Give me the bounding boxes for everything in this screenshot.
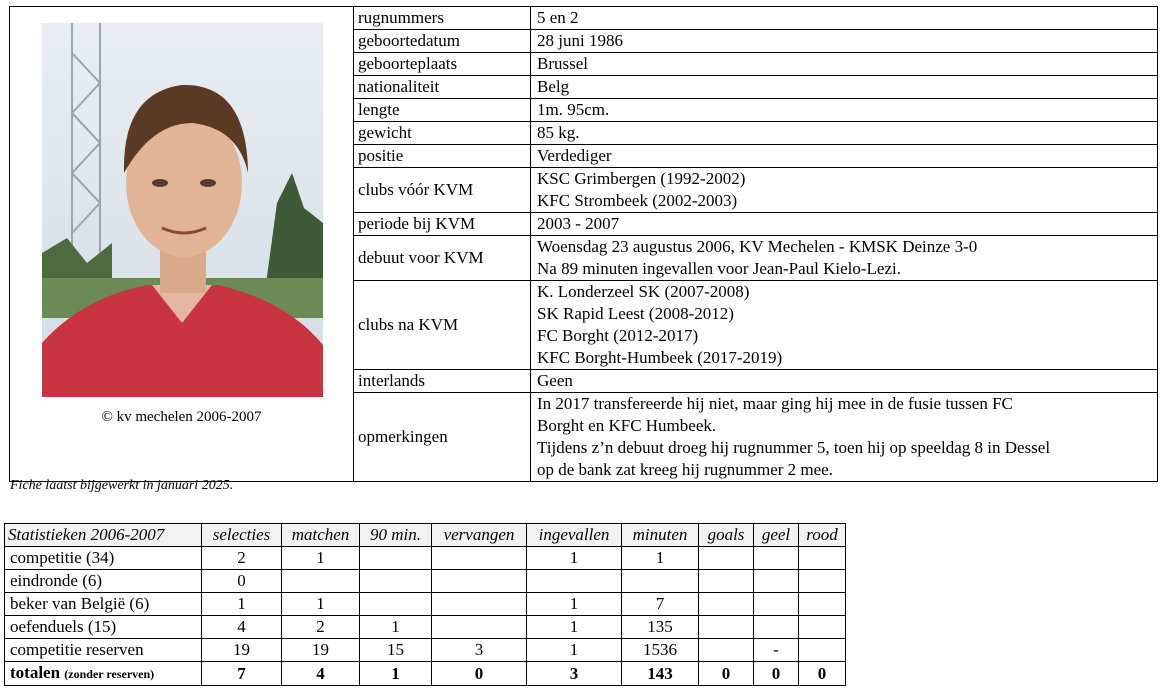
profile-value-line: 2003 - 2007 — [537, 214, 620, 233]
stats-column-header: minuten — [622, 524, 699, 547]
stats-column-header: rood — [799, 524, 846, 547]
photo-cell — [10, 7, 354, 482]
stats-cell: 3 — [432, 639, 527, 662]
stats-row — [5, 547, 846, 570]
stats-cell: 4 — [202, 616, 282, 639]
profile-value-line: 85 kg. — [537, 123, 580, 142]
player-profile-table — [9, 6, 1158, 482]
last-updated-note: Fiche laatst bijgewerkt in januari 2025. — [10, 478, 234, 493]
stats-total-cell: 0 — [799, 662, 846, 686]
profile-value-line: FC Borght (2012-2017) — [537, 326, 699, 345]
profile-value — [531, 168, 1158, 213]
stats-total-cell: 4 — [282, 662, 360, 686]
profile-value — [531, 236, 1158, 281]
profile-value-line: In 2017 transfereerde hij niet, maar ging hij mee in de fusie tussen FC — [537, 394, 1013, 413]
stats-cell — [754, 616, 799, 639]
profile-value-line: SK Rapid Leest (2008-2012) — [537, 304, 734, 323]
profile-value — [531, 76, 1158, 99]
profile-value-line: K. Londerzeel SK (2007-2008) — [537, 282, 750, 301]
stats-cell — [754, 547, 799, 570]
stats-total-cell: 1 — [360, 662, 432, 686]
stats-cell — [282, 570, 360, 593]
stats-cell: 1 — [527, 593, 622, 616]
stats-cell — [360, 547, 432, 570]
stats-cell — [432, 593, 527, 616]
profile-value-line: 28 juni 1986 — [537, 31, 623, 50]
profile-value — [531, 370, 1158, 393]
stats-cell: 1 — [282, 547, 360, 570]
profile-label: opmerkingen — [354, 393, 531, 482]
stats-cell — [699, 570, 754, 593]
profile-label: geboortedatum — [354, 30, 531, 53]
stats-cell: 19 — [202, 639, 282, 662]
stats-column-header: goals — [699, 524, 754, 547]
profile-value — [531, 30, 1158, 53]
profile-value — [531, 281, 1158, 370]
stats-total-cell: 0 — [754, 662, 799, 686]
stats-cell — [799, 616, 846, 639]
stats-total-label — [5, 662, 202, 686]
profile-label: debuut voor KVM — [354, 236, 531, 281]
stats-cell — [699, 639, 754, 662]
stats-column-header: geel — [754, 524, 799, 547]
profile-value — [531, 145, 1158, 168]
stats-cell: 2 — [282, 616, 360, 639]
profile-value-line: 5 en 2 — [537, 8, 579, 27]
profile-label: clubs na KVM — [354, 281, 531, 370]
stats-cell: 1 — [282, 593, 360, 616]
stats-total-cell: 143 — [622, 662, 699, 686]
stats-column-header: Statistieken 2006-2007 — [5, 524, 202, 547]
stats-cell: 2 — [202, 547, 282, 570]
profile-value-line: 1m. 95cm. — [537, 100, 610, 119]
stats-cell: 135 — [622, 616, 699, 639]
profile-row — [10, 7, 1158, 30]
stats-cell — [699, 593, 754, 616]
profile-value-line: KFC Strombeek (2002-2003) — [537, 191, 738, 210]
stats-total-cell: 0 — [699, 662, 754, 686]
stats-row — [5, 639, 846, 662]
total-sublabel: (zonder reserven) — [64, 667, 155, 681]
profile-label: lengte — [354, 99, 531, 122]
stats-cell: 0 — [202, 570, 282, 593]
profile-value-line: KSC Grimbergen (1992-2002) — [537, 169, 746, 188]
profile-value — [531, 393, 1158, 482]
stats-row-label: eindronde (6) — [5, 570, 202, 593]
profile-value — [531, 7, 1158, 30]
statistics-table — [4, 523, 846, 686]
profile-value-line: Geen — [537, 371, 573, 390]
profile-value-line: Tijdens z’n debuut droeg hij rugnummer 5, toen hij op speeldag 8 in Dessel — [537, 438, 1051, 457]
stats-cell: 1 — [527, 639, 622, 662]
stats-cell: 1 — [527, 547, 622, 570]
stats-row-label: competitie (34) — [5, 547, 202, 570]
stats-column-header: 90 min. — [360, 524, 432, 547]
profile-value-line: Verdediger — [537, 146, 612, 165]
stats-cell — [527, 570, 622, 593]
profile-label: nationaliteit — [354, 76, 531, 99]
profile-label: gewicht — [354, 122, 531, 145]
profile-value-line: Belg — [537, 77, 570, 96]
profile-value-line: KFC Borght-Humbeek (2017-2019) — [537, 348, 783, 367]
stats-cell: - — [754, 639, 799, 662]
profile-label: positie — [354, 145, 531, 168]
stats-header-row — [5, 524, 846, 547]
stats-cell: 1 — [622, 547, 699, 570]
profile-value-line: op de bank zat kreeg hij rugnummer 2 mee. — [537, 460, 833, 479]
stats-total-row — [5, 662, 846, 686]
stats-total-cell: 3 — [527, 662, 622, 686]
profile-label: clubs vóór KVM — [354, 168, 531, 213]
stats-row — [5, 570, 846, 593]
total-label-text: totalen — [10, 663, 61, 682]
stats-cell — [432, 570, 527, 593]
profile-label: periode bij KVM — [354, 213, 531, 236]
profile-label: interlands — [354, 370, 531, 393]
stats-cell — [699, 547, 754, 570]
stats-cell — [432, 616, 527, 639]
stats-row-label: oefenduels (15) — [5, 616, 202, 639]
stats-cell: 7 — [622, 593, 699, 616]
player-photo — [42, 23, 323, 397]
stats-row-label: competitie reserven — [5, 639, 202, 662]
stats-cell — [799, 639, 846, 662]
profile-value — [531, 213, 1158, 236]
stats-cell — [754, 593, 799, 616]
profile-value — [531, 53, 1158, 76]
stats-cell — [799, 570, 846, 593]
stats-total-cell: 0 — [432, 662, 527, 686]
stats-row — [5, 616, 846, 639]
stats-cell: 1 — [527, 616, 622, 639]
stats-column-header: selecties — [202, 524, 282, 547]
stats-column-header: vervangen — [432, 524, 527, 547]
stats-cell: 15 — [360, 639, 432, 662]
stats-cell — [754, 570, 799, 593]
stats-column-header: ingevallen — [527, 524, 622, 547]
profile-value-line: Brussel — [537, 54, 588, 73]
photo-caption: © kv mechelen 2006-2007 — [101, 409, 262, 425]
profile-value-line: Borght en KFC Humbeek. — [537, 416, 717, 435]
stats-cell: 1536 — [622, 639, 699, 662]
stats-cell: 1 — [360, 616, 432, 639]
stats-column-header: matchen — [282, 524, 360, 547]
profile-value-line: Na 89 minuten ingevallen voor Jean-Paul Kielo-Lezi. — [537, 259, 901, 278]
stats-cell — [799, 547, 846, 570]
stats-row — [5, 593, 846, 616]
profile-value — [531, 122, 1158, 145]
stats-cell — [799, 593, 846, 616]
stats-row-label: beker van België (6) — [5, 593, 202, 616]
stats-cell — [360, 570, 432, 593]
profile-label: rugnummers — [354, 7, 531, 30]
stats-cell: 19 — [282, 639, 360, 662]
stats-cell — [432, 547, 527, 570]
profile-value — [531, 99, 1158, 122]
stats-cell: 1 — [202, 593, 282, 616]
stats-cell — [622, 570, 699, 593]
stats-cell — [699, 616, 754, 639]
stats-cell — [360, 593, 432, 616]
profile-label: geboorteplaats — [354, 53, 531, 76]
stats-total-cell: 7 — [202, 662, 282, 686]
profile-value-line: Woensdag 23 augustus 2006, KV Mechelen - KMSK Deinze 3-0 — [537, 237, 978, 256]
